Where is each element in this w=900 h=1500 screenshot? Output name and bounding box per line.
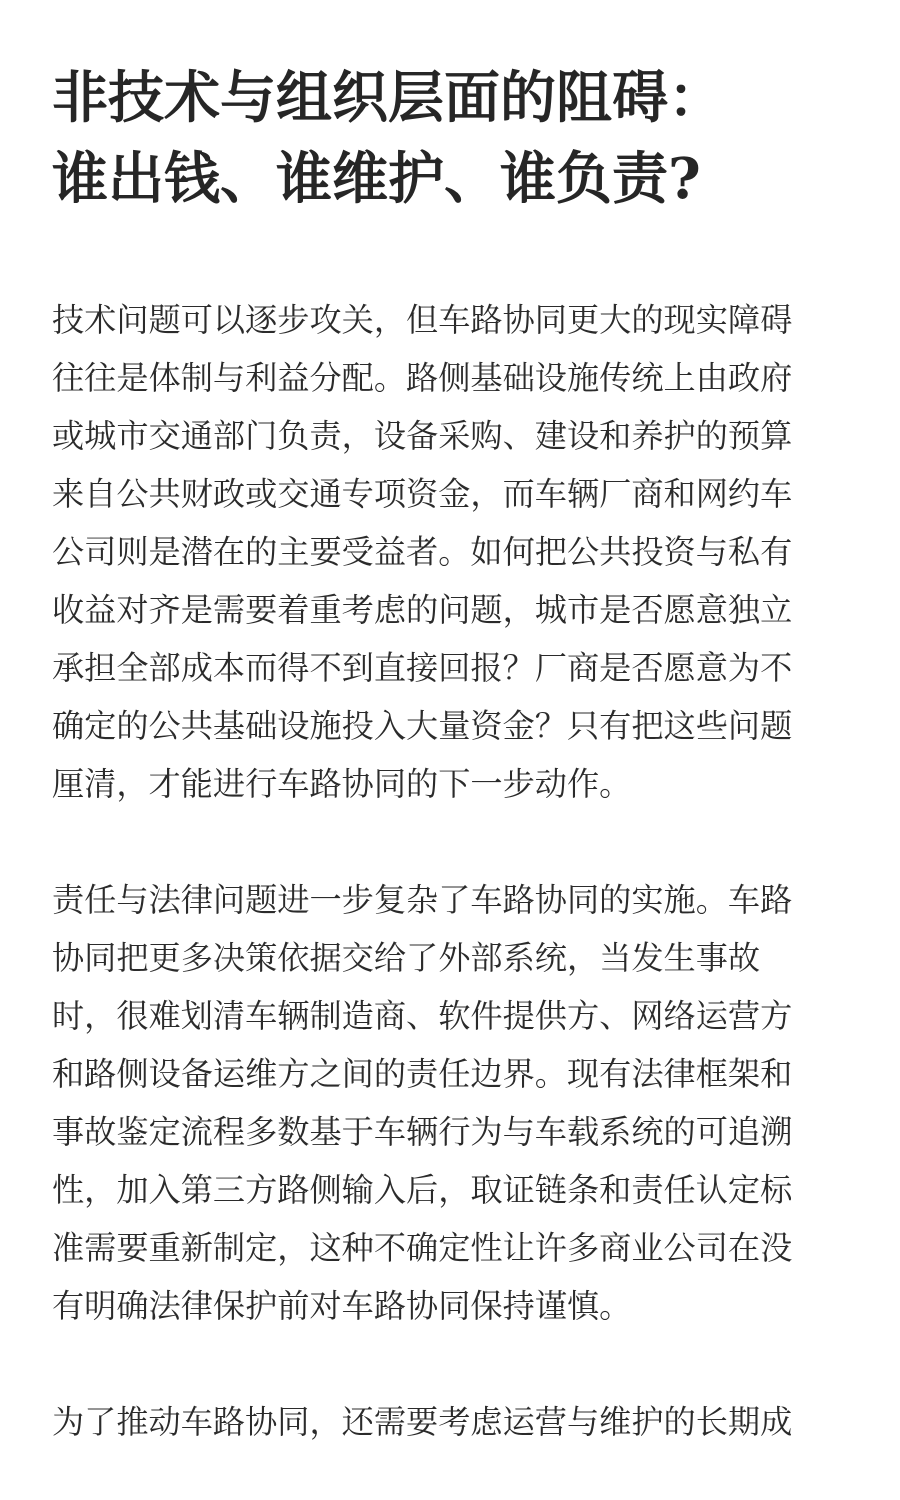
paragraph-line: 或城市交通部门负责，设备采购、建设和养护的预算: [52, 417, 793, 455]
paragraph-line: 确定的公共基础设施投入大量资金？只有把这些问题: [52, 707, 793, 745]
paragraph-line: 厘清，才能进行车路协同的下一步动作。: [52, 765, 632, 803]
paragraph-line: 性，加入第三方路侧输入后，取证链条和责任认定标: [52, 1171, 793, 1209]
paragraph-line: 事故鉴定流程多数基于车辆行为与车载系统的可追溯: [52, 1113, 793, 1151]
paragraph-line: 和路侧设备运维方之间的责任边界。现有法律框架和: [52, 1055, 793, 1093]
title-line: 谁出钱、谁维护、谁负责?: [52, 146, 701, 212]
paragraph-line: 协同把更多决策依据交给了外部系统，当发生事故: [52, 939, 761, 977]
paragraph-line: 准需要重新制定，这种不确定性让许多商业公司在没: [52, 1229, 793, 1267]
paragraph-line: 来自公共财政或交通专项资金，而车辆厂商和网约车: [52, 475, 793, 513]
paragraph-line: 为了推动车路协同，还需要考虑运营与维护的长期成: [52, 1403, 793, 1441]
paragraph-line: 往往是体制与利益分配。路侧基础设施传统上由政府: [52, 359, 793, 397]
paragraph-line: 技术问题可以逐步攻关，但车路协同更大的现实障碍: [52, 301, 793, 339]
article: [52, 0, 834, 1451]
paragraph-line: 有明确法律保护前对车路协同保持谨慎。: [52, 1287, 632, 1325]
paragraph-liability: [52, 871, 834, 1335]
paragraph-line: 责任与法律问题进一步复杂了车路协同的实施。车路: [52, 881, 793, 919]
paragraph-operations: [52, 1393, 834, 1451]
paragraph-funding: [52, 291, 834, 813]
article-title: [52, 58, 834, 220]
paragraph-line: 时，很难划清车辆制造商、软件提供方、网络运营方: [52, 997, 793, 1035]
title-line: 非技术与组织层面的阻碍：: [52, 65, 724, 131]
paragraph-line: 承担全部成本而得不到直接回报？厂商是否愿意为不: [52, 649, 793, 687]
paragraph-line: 公司则是潜在的主要受益者。如何把公共投资与私有: [52, 533, 793, 571]
paragraph-line: 收益对齐是需要着重考虑的问题，城市是否愿意独立: [52, 591, 793, 629]
